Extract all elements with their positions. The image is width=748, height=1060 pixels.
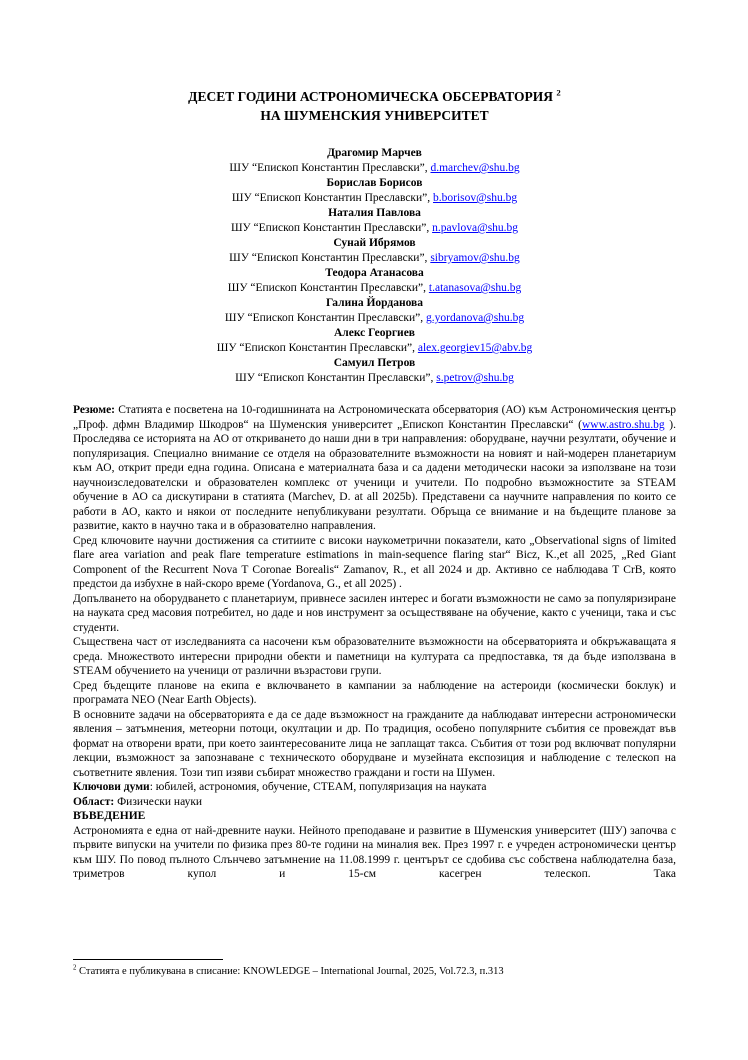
abstract-p1-text1: Статията е посветена на 10-годишнината на Астрономическата обсерватория (АО) към Астрономическия център „Проф. дфмн Владимир Шкодров“ на Шуменския университет „Епископ Константин Преславски“ ( bbox=[73, 404, 676, 431]
author-entry bbox=[73, 326, 676, 356]
footnote-block bbox=[73, 959, 676, 979]
footnote-text: Статията е публикувана в списание: KNOWLEDGE – International Journal, 2025, Vol.72.3, п.313 bbox=[76, 966, 504, 977]
author-affiliation-line bbox=[73, 161, 676, 176]
affiliation-text: ШУ “Епископ Константин Преславски”, bbox=[231, 192, 434, 204]
affiliation-text: ШУ “Епископ Константин Преславски”, bbox=[224, 312, 427, 324]
affiliation-text: ШУ “Епископ Константин Преславски”, bbox=[229, 252, 431, 264]
author-name: Галина Йорданова bbox=[325, 297, 424, 309]
keywords-label: Ключови думи bbox=[73, 781, 150, 793]
introduction-section bbox=[73, 809, 676, 882]
author-email-link[interactable]: b.borisov@shu.bg bbox=[433, 192, 518, 204]
author-entry bbox=[73, 296, 676, 326]
author-affiliation-line bbox=[73, 281, 676, 296]
paper-title bbox=[73, 88, 676, 125]
author-name: Алекс Георгиев bbox=[333, 327, 416, 339]
author-affiliation-line bbox=[73, 311, 676, 326]
abstract-section bbox=[73, 403, 676, 809]
footnote-text-line bbox=[73, 965, 676, 979]
author-name: Борислав Борисов bbox=[326, 177, 423, 189]
author-name: Теодора Атанасова bbox=[325, 267, 424, 279]
introduction-paragraph: Астрономията е една от най-древните науки. Нейното преподаване и развитие в Шуменския университет (ШУ) започва с първите випуски на учители по физика през 80-те години на миналия век. През 1997 г. е учреден астрономически център към ШУ. По повод пълното Слънчево затъмнение на 11.08.1999 г. центърът се сдобива със собствена наблюдателна база, триметров купол и 15-см касегрен телескоп. Така bbox=[73, 824, 676, 880]
author-affiliation-line bbox=[73, 371, 676, 386]
area-label: Област: bbox=[73, 795, 115, 808]
abstract-p1-text2: ). Проследява се историята на АО от откриването до наши дни в три направления: оборудване, научни резултати, обучение и популяризация. Специално внимание се отделя на образователните възможности на новият и най-модерен планетариум към АО, открит преди една година. Описана е материалната база и са дадени методически насоки за използване на този научноизследователски и образователен комплекс от ученици и учители. По подробно възможностите за STEAM обучение в АО са дискутирани в статията (Marchev, D. at all 2025b). Представени са научните направления по които се работи в АО, както и някои от последните непубликувани резултати. Обръща се внимание и на бъдещите планове за развитие, както в научно така и в образователно направления. bbox=[73, 418, 676, 532]
abstract-label: Резюме: bbox=[73, 404, 116, 416]
author-entry bbox=[73, 146, 676, 176]
author-name: Наталия Павлова bbox=[328, 207, 421, 219]
author-affiliation-line bbox=[73, 341, 676, 356]
author-email-link[interactable]: d.marchev@shu.bg bbox=[430, 162, 520, 174]
affiliation-text: ШУ “Епископ Константин Преславски”, bbox=[229, 162, 431, 174]
author-email-link[interactable]: alex.georgiev15@abv.bg bbox=[417, 342, 533, 354]
author-name: Сунай Ибрямов bbox=[333, 237, 416, 249]
keywords-line bbox=[73, 780, 676, 795]
area-value: Физически науки bbox=[114, 795, 203, 808]
keywords-value: : юбилей, астрономия, обучение, СТЕАМ, популяризация на науката bbox=[149, 781, 487, 793]
abstract-paragraph-4: Съществена част от изследванията са насочени към образователните възможности на обсерваторията и обкръжаващата я среда. Множеството интересни природни обекти и паметници на културата са предпоставка, тя да бъде използвана в STEAM обучението на ученици от различни възрастови групи. bbox=[73, 636, 676, 677]
paper-title-line1: ДЕСЕТ ГОДИНИ АСТРОНОМИЧЕСКА ОБСЕРВАТОРИЯ bbox=[188, 89, 557, 104]
author-email-link[interactable]: t.atanasova@shu.bg bbox=[428, 282, 522, 294]
affiliation-text: ШУ “Епископ Константин Преславски”, bbox=[235, 372, 437, 384]
abstract-paragraph-1 bbox=[73, 403, 676, 534]
author-affiliation-line bbox=[73, 251, 676, 266]
author-name: Драгомир Марчев bbox=[327, 147, 422, 159]
author-entry bbox=[73, 176, 676, 206]
author-email-link[interactable]: g.yordanova@shu.bg bbox=[426, 312, 525, 324]
area-line bbox=[73, 795, 676, 810]
abstract-paragraph-2: Сред ключовите научни достижения са ститиите с високи наукометрични показатели, като „Observational signs of limited flare area variation and peak flare temperature estimations in main-sequence flaring star“ Bicz, K.,et all 2025, „Red Giant Component of the Recurrent Nova T Coronae Borealis“ Zamanov, R., et all 2024 и др. Активно се наблюдава T CrB, която предстои да избухне в най-скоро време (Yordanova, G., et all 2025) . bbox=[73, 534, 676, 590]
author-email-link[interactable]: n.pavlova@shu.bg bbox=[432, 222, 519, 234]
observatory-website-link[interactable]: www.astro.shu.bg bbox=[581, 418, 665, 431]
authors-block bbox=[73, 146, 676, 386]
affiliation-text: ШУ “Епископ Константин Преславски”, bbox=[230, 222, 433, 234]
author-affiliation-line bbox=[73, 191, 676, 206]
author-affiliation-line bbox=[73, 221, 676, 236]
footnote-separator-rule bbox=[73, 959, 223, 960]
abstract-paragraph-3: Допълването на оборудването с планетариум, привнесе засилен интерес и богати възможности не само за популяризиране на науката сред масовия потребител, но даде и нов инструмент за осъществяване на обучение, както с ученици, така и със студенти. bbox=[73, 592, 676, 634]
title-footnote-marker: 2 bbox=[556, 87, 561, 98]
author-entry bbox=[73, 236, 676, 266]
author-email-link[interactable]: s.petrov@shu.bg bbox=[436, 372, 514, 384]
author-name: Самуил Петров bbox=[333, 357, 416, 369]
footnote-marker: 2 bbox=[73, 964, 77, 972]
abstract-paragraph-5: Сред бъдещите планове на екипа е включването в кампании за наблюдение на астероиди (космически боклук) и програмата NEO (Near Earth Objects). bbox=[73, 679, 676, 706]
introduction-heading: ВЪВЕДЕНИЕ bbox=[73, 810, 146, 822]
author-entry bbox=[73, 206, 676, 236]
author-email-link[interactable]: sibryamov@shu.bg bbox=[430, 252, 520, 264]
affiliation-text: ШУ “Епископ Константин Преславски”, bbox=[216, 342, 418, 354]
author-entry bbox=[73, 356, 676, 386]
paper-title-line2: НА ШУМЕНСКИЯ УНИВЕРСИТЕТ bbox=[260, 107, 489, 123]
abstract-paragraph-6: В основните задачи на обсерваторията е да се даде възможност на гражданите да наблюдават интересни астрономически явления – затъмнения, метеорни потоци, окултации и др. По традиция, особено популярните събития се провеждат във формат на отворени врати, при което заинтересованите лица не заплащат такса. Събития от този род включват популярни лекции, възможност за запознаване с техническото оборудване и музейната експозиция и наблюдение с телескоп на съответните явления. Този тип изяви събират множество граждани и гости на Шумен. bbox=[73, 708, 676, 779]
affiliation-text: ШУ “Епископ Константин Преславски”, bbox=[227, 282, 429, 294]
author-entry bbox=[73, 266, 676, 296]
